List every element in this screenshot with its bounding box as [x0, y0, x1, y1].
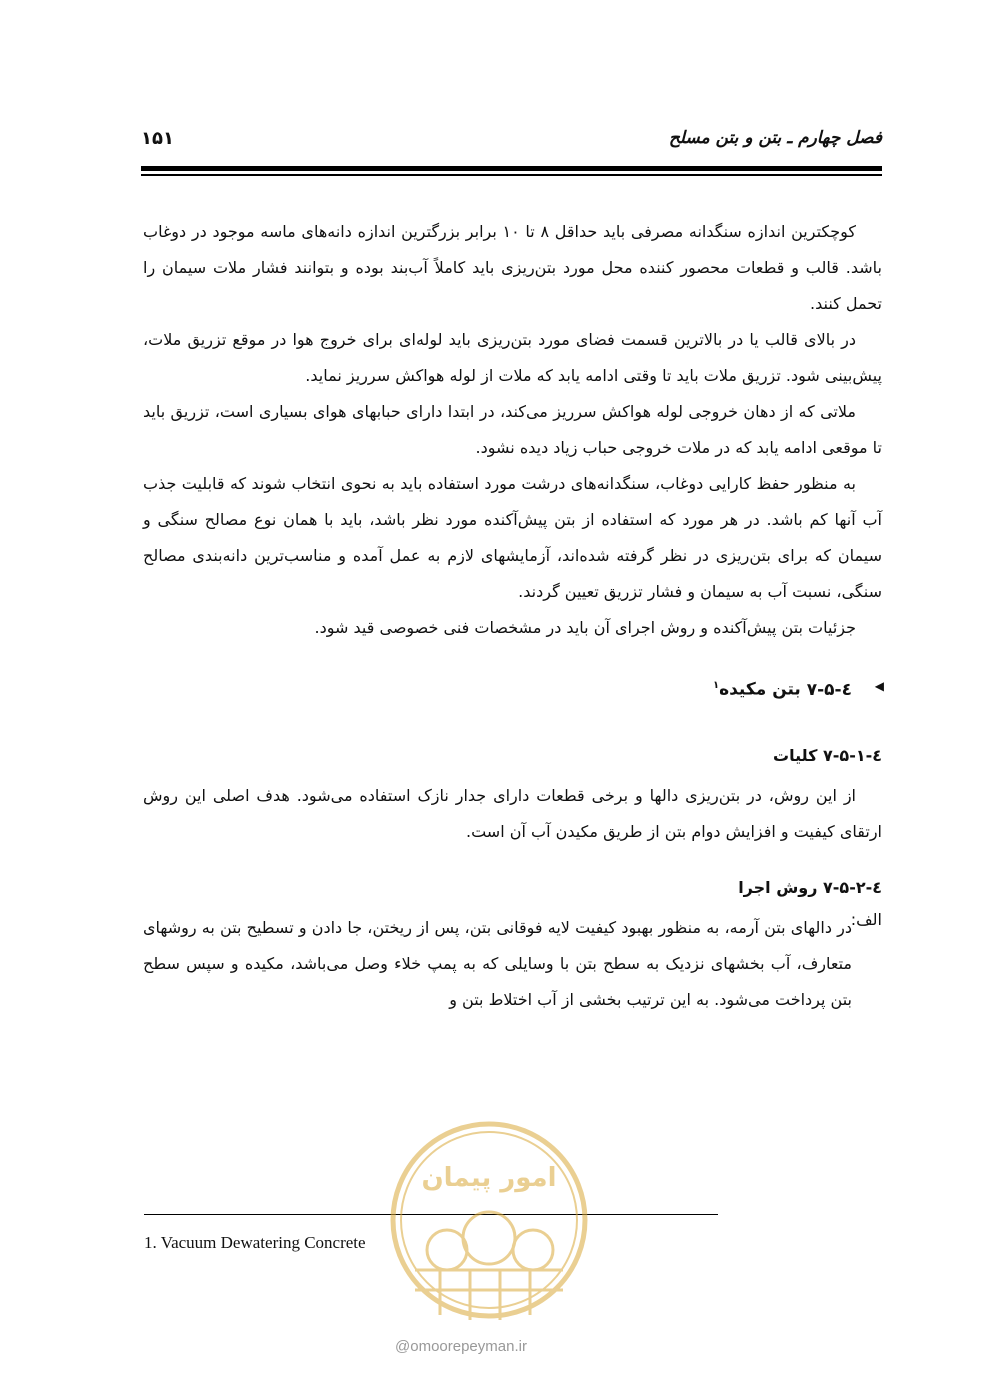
paragraph: در بالای قالب یا در بالاترین قسمت فضای مورد بتن‌ریزی باید لوله‌ای برای خروج هوا در موقع تزریق ملات، پیش‌بینی شود. تزریق ملات باید تا وقتی ادامه یابد که ملات از لوله هواکش سرریز نماید. — [143, 330, 882, 385]
paragraph: جزئیات بتن پیش‌آکنده و روش اجرای آن باید در مشخصات فنی خصوصی قید شود. — [314, 618, 856, 637]
section-title: بتن مکیده — [719, 679, 801, 700]
page-header — [141, 128, 882, 160]
subsection-heading: ٤-۷-۵-۲ روش اجرا — [738, 877, 882, 897]
paragraph: کوچکترین اندازه سنگدانه مصرفی باید حداقل ۸ تا ۱۰ برابر بزرگترین اندازه دانه‌های ماسه موجود در دوغاب باشد. قالب و قطعات محصور کننده محل مورد بتن‌ریزی باید کاملاً آب‌بند بوده و بتوانند فشار ملات سیمان را تحمل کنند. — [143, 222, 882, 313]
footnote-ref: ۱ — [712, 680, 720, 691]
subsection-heading: ٤-۷-۵-۱ کلیات — [772, 745, 882, 765]
list-item-label: الف: — [850, 909, 882, 929]
paragraph: از این روش، در بتن‌ریزی دالها و برخی قطعات دارای جدار نازک استفاده می‌شود. هدف اصلی این روش ارتقای کیفیت و افزایش دوام بتن از طریق مکیدن آب آن است. — [143, 785, 882, 841]
list-item-text: در دالهای بتن آرمه، به منظور بهبود کیفیت لایه فوقانی بتن، پس از ریختن، جا دادن و تسطیح بتن به روشهای متعارف، آب بخشهای نزدیک به سطح بتن با وسایلی که به پمپ خلاء وصل می‌باشد، مکیده و سپس سطح بتن پرداخت می‌شود. به این ترتیب بخشی از آب اختلاط بتن و — [143, 917, 852, 1009]
arrow-left-icon: ◀ — [874, 679, 884, 693]
chapter-title: فصل چهارم ـ بتن و بتن مسلح — [668, 128, 882, 148]
paragraph: ملاتی که از دهان خروجی لوله هواکش سرریز می‌کند، در ابتدا دارای حبابهای هوای بسیاری است، تزریق باید تا موقعی ادامه یابد که در ملات خروجی حباب زیاد دیده نشود. — [143, 402, 882, 457]
watermark-logo — [385, 1120, 593, 1330]
paragraph: به منظور حفظ کارایی دوغاب، سنگدانه‌های درشت مورد استفاده باید به نحوی انتخاب شوند که قابلیت جذب آب آنها کم باشد. در هر مورد که استفاده از بتن پیش‌آکنده مورد نظر باشد، باید با همان نوع مصالح سنگی و سیمان که برای بتن‌ریزی در نظر گرفته شده‌اند، آزمایشهای لازم به عمل آمده و مناسب‌ترین دانه‌بندی مصالح سنگی، نسبت آب به سیمان و فشار تزریق تعیین گردند. — [143, 474, 882, 601]
header-rule-thin — [141, 174, 882, 176]
page-body — [143, 214, 882, 1018]
section-number: ٤-۷-۵ — [806, 679, 852, 700]
page-number: ۱۵۱ — [141, 128, 174, 149]
svg-text:امور پیمان: امور پیمان — [421, 1163, 557, 1193]
watermark-url: @omoorepeyman.ir — [395, 1338, 527, 1355]
list-item — [143, 910, 882, 1018]
footnote: 1. Vacuum Dewatering Concrete — [144, 1233, 366, 1252]
section-heading — [143, 668, 882, 708]
header-rule-thick — [141, 166, 882, 171]
